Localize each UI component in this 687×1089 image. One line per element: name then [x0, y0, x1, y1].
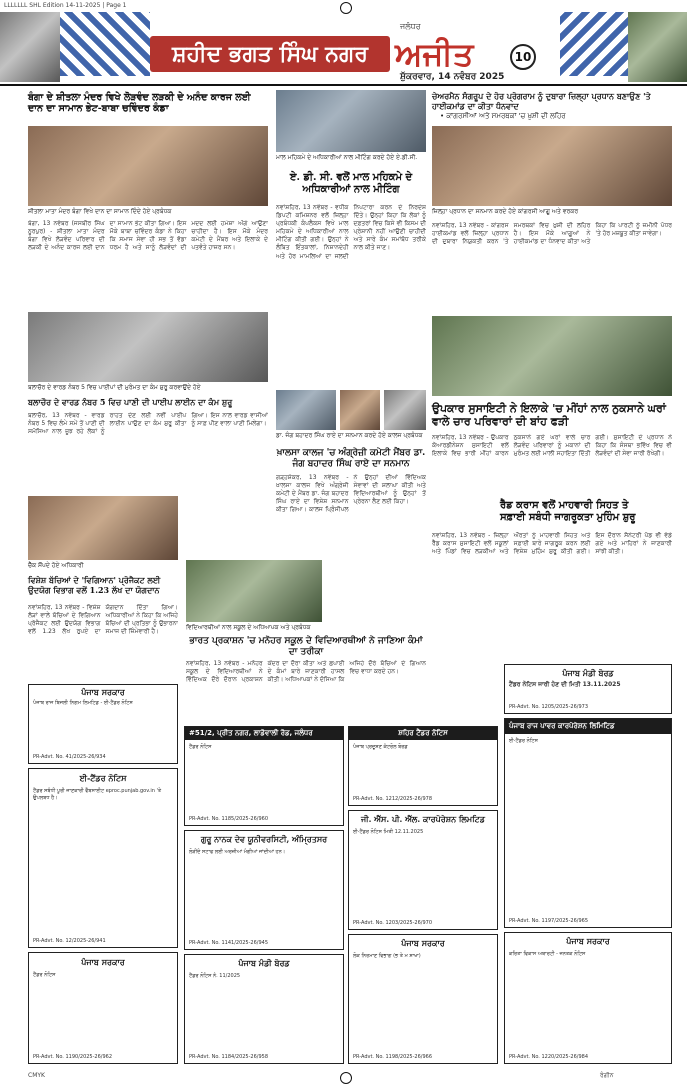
story-5-photo-1: [276, 390, 336, 430]
ad-1-title: ਪੰਜਾਬ ਸਰਕਾਰ: [81, 687, 125, 697]
ad-6-title: ਜੀ. ਐੱਸ. ਪੀ. ਐੱਲ. ਕਾਰਪੋਰੇਸ਼ਨ ਲਿਮਟਿਡ: [360, 814, 486, 824]
story-5-photo-3: [384, 390, 426, 430]
ad-2-footer: PR-Advt. No. 12/2025-26/941: [33, 938, 106, 945]
masthead-divider: [0, 84, 687, 86]
story-4-body: ਬਲਾਚੌਰ, 13 ਨਵੰਬਰ - ਵਾਰਡ ਨੰਬਰ 5 ਵਿਚ ਲੰਮੇ ਸਮੇਂ ਤੋਂ ਪਾਣੀ ਦੀ ਸਮੱਸਿਆ ਨਾਲ ਜੂਝ ਰਹੇ ਲੋਕਾਂ ਨੂੰ ਰਾਹਤ ਦੇਣ ਲਈ ਨਵੀਂ ਪਾਈਪ ਲਾਈਨ ਪਾਉਣ ਦਾ ਕੰਮ ਸ਼ੁਰੂ ਕੀਤਾ ਗਿਆ। ਇਸ ਨਾਲ ਵਾਰਡ ਵਾਸੀਆਂ ਨੂੰ ਸਾਫ਼ ਪੀਣ ਵਾਲਾ ਪਾਣੀ ਮਿਲੇਗਾ।: [28, 412, 268, 436]
ad-10-title: ਪੰਜਾਬ ਰਾਜ ਪਾਵਰ ਕਾਰਪੋਰੇਸ਼ਨ ਲਿਮਿਟਿਡ: [505, 719, 671, 734]
ad-8-footer: PR-Advt. No. 1184/2025-26/958: [189, 1054, 269, 1061]
ad-1-footer: PR-Advt. No. 41/2025-26/934: [33, 754, 106, 761]
story-8-caption: ਚੈੱਕ ਸੌਂਪਦੇ ਹੋਏ ਅਧਿਕਾਰੀ: [28, 562, 84, 569]
ad-8-line: ਟੈਂਡਰ ਨੋਟਿਸ ਨੰ. 11/2025: [189, 973, 241, 979]
ad-block-7: [348, 934, 498, 1064]
ad-8-title: ਪੰਜਾਬ ਮੰਡੀ ਬੋਰਡ: [238, 958, 290, 968]
ad-5-line: ਪੰਜਾਬ ਪ੍ਰਦੂਸ਼ਣ ਕੰਟਰੋਲ ਬੋਰਡ: [353, 744, 408, 750]
ad-block-6: [348, 810, 498, 930]
story-2-body: ਨਵਾਂਸ਼ਹਿਰ, 13 ਨਵੰਬਰ - ਵਧੀਕ ਡਿਪਟੀ ਕਮਿਸ਼ਨਰ ਵਲੋਂ ਜ਼ਿਲ੍ਹਾ ਪ੍ਰਬੰਧਕੀ ਕੰਪਲੈਕਸ ਵਿਖੇ ਮਾਲ ਮਹਿਕਮੇ ਦੇ ਅਧਿਕਾਰੀਆਂ ਨਾਲ ਮੀਟਿੰਗ ਕੀਤੀ ਗਈ। ਉਨ੍ਹਾਂ ਨੇ ਲੰਬਿਤ ਇੰਤਕਾਲਾਂ, ਨਿਸ਼ਾਨਦੇਹੀ ਅਤੇ ਹੋਰ ਮਾਮਲਿਆਂ ਦਾ ਜਲਦੀ ਨਿਪਟਾਰਾ ਕਰਨ ਦੇ ਨਿਰਦੇਸ਼ ਦਿੱਤੇ। ਉਨ੍ਹਾਂ ਕਿਹਾ ਕਿ ਲੋਕਾਂ ਨੂੰ ਦਫ਼ਤਰਾਂ ਵਿਚ ਕਿਸੇ ਵੀ ਕਿਸਮ ਦੀ ਪ੍ਰੇਸ਼ਾਨੀ ਨਹੀਂ ਆਉਣੀ ਚਾਹੀਦੀ ਅਤੇ ਸਾਰੇ ਕੰਮ ਸਮਾਂਬੱਧ ਤਰੀਕੇ ਨਾਲ ਕੀਤੇ ਜਾਣ।: [276, 204, 426, 260]
ad-block-2: [28, 768, 178, 948]
ad-7-footer: PR-Advt. No. 1198/2025-26/966: [353, 1054, 433, 1061]
story-2-photo: [276, 90, 426, 152]
story-3-caption: ਜ਼ਿਲ੍ਹਾ ਪ੍ਰਧਾਨ ਦਾ ਸਨਮਾਨ ਕਰਦੇ ਹੋਏ ਕਾਂਗਰਸੀ ਆਗੂ ਅਤੇ ਵਰਕਰ: [432, 208, 579, 215]
ad-11-title: ਪੰਜਾਬ ਸਰਕਾਰ: [81, 957, 125, 967]
story-9-headline: ਭਾਰਤ ਪ੍ਰਕਾਸ਼ਨ 'ਚ ਮਨੋਹਰ ਸਕੂਲ ਦੇ ਵਿਦਿਆਰਥੀਆਂ ਨੇ ਜਾਣਿਆ ਕੰਮਾਂ ਦਾ ਤਰੀਕਾ: [189, 636, 423, 657]
masthead-pattern-left: [60, 12, 150, 76]
ad-block-8: [184, 954, 344, 1064]
ad-block-4: [184, 830, 344, 950]
story-4-headline: ਬਲਾਚੌਰ ਦੇ ਵਾਰਡ ਨੰਬਰ 5 ਵਿਚ ਪਾਣੀ ਦੀ ਪਾਈਪ ਲਾਈਨ ਦਾ ਕੰਮ ਸ਼ੁਰੂ: [28, 397, 233, 407]
ad-1-line: ਪੰਜਾਬ ਰਾਜ ਬਿਜਲੀ ਨਿਗਮ ਲਿਮਟਿਡ - ਈ-ਟੈਂਡਰ ਨੋਟਿਸ: [33, 700, 133, 706]
ad-block-3: [184, 726, 344, 826]
story-4-photo: [28, 312, 268, 382]
ad-6-footer: PR-Advt. No. 1203/2025-26/970: [353, 920, 433, 927]
ad-9-footer: PR-Advt. No. 1205/2025-26/973: [509, 704, 589, 711]
story-3-headline: ਚੇਅਰਮੈਨ ਸੰਗਰੂਪ ਦੇ ਹੋਰ ਪ੍ਰੋਗਰਾਮ ਨੂੰ ਦੁਬਾਰਾ ਜ਼ਿਲ੍ਹਾ ਪ੍ਰਧਾਨ ਬਣਾਉਣ 'ਤੇ ਹਾਈਕਮਾਂਡ ਦਾ ਕੀਤਾ ਧੰਨਵਾਦ: [432, 91, 651, 111]
story-1-caption: ਸ਼ੀਤਲਾ ਮਾਤਾ ਮੰਦਰ ਬੰਗਾ ਵਿਖੇ ਦਾਨ ਦਾ ਸਾਮਾਨ ਦਿੰਦੇ ਹੋਏ ਪ੍ਰਬੰਧਕ: [28, 208, 172, 215]
story-3-body: ਨਵਾਂਸ਼ਹਿਰ, 13 ਨਵੰਬਰ - ਕਾਂਗਰਸ ਹਾਈਕਮਾਂਡ ਵਲੋਂ ਜ਼ਿਲ੍ਹਾ ਪ੍ਰਧਾਨ ਦੀ ਦੁਬਾਰਾ ਨਿਯੁਕਤੀ ਕਰਨ 'ਤੇ ਸਮਰਥਕਾਂ ਵਿਚ ਖ਼ੁਸ਼ੀ ਦੀ ਲਹਿਰ ਹੈ। ਇਸ ਮੌਕੇ ਆਗੂਆਂ ਨੇ ਹਾਈਕਮਾਂਡ ਦਾ ਧੰਨਵਾਦ ਕੀਤਾ ਅਤੇ ਕਿਹਾ ਕਿ ਪਾਰਟੀ ਨੂੰ ਜ਼ਮੀਨੀ ਪੱਧਰ 'ਤੇ ਹੋਰ ਮਜ਼ਬੂਤ ਕੀਤਾ ਜਾਵੇਗਾ।: [432, 222, 672, 246]
story-3-subhead: • ਕਾਂਗਰਸੀਆਂ ਅਤੇ ਸਮਰਥਕਾਂ 'ਚ ਖ਼ੁਸ਼ੀ ਦੀ ਲਹਿਰ: [440, 112, 566, 120]
story-5-photo-2: [340, 390, 380, 430]
ad-3-line: ਟੈਂਡਰ ਨੋਟਿਸ: [189, 744, 212, 750]
ad-4-line: ਲੋੜੀਂਦੇ ਸਟਾਫ ਲਈ ਅਰਜ਼ੀਆਂ ਮੰਗੀਆਂ ਜਾਂਦੀਆਂ ਹਨ।: [189, 849, 286, 855]
masthead-photo-left: [0, 12, 60, 82]
print-slug: LLLLLLL SHL Edition 14-11-2025 | Page 1: [4, 2, 127, 9]
footer-right-mark: ਰੰਗੀਨ: [600, 1072, 614, 1079]
story-8-photo: [28, 496, 178, 560]
ad-5-title: ਸ਼ਹਿਰ ਟੈਂਡਰ ਨੋਟਿਸ: [349, 727, 497, 740]
ad-9-title: ਪੰਜਾਬ ਮੰਡੀ ਬੋਰਡ: [562, 668, 614, 678]
story-5-caption: ਡਾ. ਜੰਗ ਬਹਾਦਰ ਸਿੰਘ ਰਾਏ ਦਾ ਸਨਮਾਨ ਕਰਦੇ ਹੋਏ ਕਾਲਜ ਪ੍ਰਬੰਧਕ: [276, 432, 423, 439]
story-2-headline: ਏ. ਡੀ. ਸੀ. ਵਲੋਂ ਮਾਲ ਮਹਿਕਮੇ ਦੇ ਅਧਿਕਾਰੀਆਂ ਨਾਲ ਮੀਟਿੰਗ: [289, 172, 413, 195]
ad-7-title: ਪੰਜਾਬ ਸਰਕਾਰ: [401, 938, 445, 948]
masthead-city: ਜਲੰਧਰ: [400, 22, 421, 31]
ad-4-footer: PR-Advt. No. 1141/2025-26/945: [189, 940, 269, 947]
story-9-body: ਨਵਾਂਸ਼ਹਿਰ, 13 ਨਵੰਬਰ - ਮਨੋਹਰ ਸਕੂਲ ਦੇ ਵਿਦਿਆਰਥੀਆਂ ਨੇ ਵਿੱਦਿਅਕ ਦੌਰੇ ਦੌਰਾਨ ਪ੍ਰਕਾਸ਼ਨ ਕੇਂਦਰ ਦਾ ਦੌਰਾ ਕੀਤਾ ਅਤੇ ਛਪਾਈ ਦੇ ਕੰਮਾਂ ਬਾਰੇ ਜਾਣਕਾਰੀ ਹਾਸਲ ਕੀਤੀ। ਅਧਿਆਪਕਾਂ ਨੇ ਦੱਸਿਆ ਕਿ ਅਜਿਹੇ ਦੌਰੇ ਬੱਚਿਆਂ ਦੇ ਗਿਆਨ ਵਿਚ ਵਾਧਾ ਕਰਦੇ ਹਨ।: [186, 660, 426, 684]
story-9-caption: ਵਿਦਿਆਰਥੀਆਂ ਨਾਲ ਸਕੂਲ ਦੇ ਅਧਿਆਪਕ ਅਤੇ ਪ੍ਰਬੰਧਕ: [186, 624, 311, 631]
ad-block-9: [504, 664, 672, 714]
ad-2-line: ਟੈਂਡਰ ਸਬੰਧੀ ਪੂਰੀ ਜਾਣਕਾਰੀ ਵੈੱਬਸਾਈਟ eproc.punjab.gov.in 'ਤੇ ਉਪਲਬਧ ਹੈ।: [33, 788, 162, 801]
story-4-caption: ਬਲਾਚੌਰ ਦੇ ਵਾਰਡ ਨੰਬਰ 5 ਵਿਚ ਪਾਈਪਾਂ ਦੀ ਮੁਰੰਮਤ ਦਾ ਕੰਮ ਸ਼ੁਰੂ ਕਰਵਾਉਂਦੇ ਹੋਏ: [28, 384, 201, 391]
ad-9-line: ਟੈਂਡਰ ਨੋਟਿਸ ਜਾਰੀ ਹੋਣ ਦੀ ਮਿਤੀ 13.11.2025: [509, 681, 621, 688]
story-3-photo: [432, 126, 672, 206]
story-1-headline: ਬੰਗਾ ਦੇ ਸ਼ੀਤਲਾ ਮੰਦਰ ਵਿਖੇ ਲੋੜਵੰਦ ਲੜਕੀ ਦੇ ਅਨੰਦ ਕਾਰਜ ਲਈ ਦਾਨ ਦਾ ਸਾਮਾਨ ਭੇਟ-ਬਾਬਾ ਚਵਿੰਦਰ ਕੰਡਾ: [28, 92, 251, 115]
story-6-headline: ਉਪਕਾਰ ਸੁਸਾਇਟੀ ਨੇ ਇਲਾਕੇ 'ਚ ਮੀਂਹਾਂ ਨਾਲ ਨੁਕਸਾਨੇ ਘਰਾਂ ਵਾਲੇ ਚਾਰ ਪਰਿਵਾਰਾਂ ਦੀ ਬਾਂਹ ਫੜੀ: [432, 402, 666, 429]
ad-block-1: [28, 684, 178, 764]
ad-block-11: [28, 952, 178, 1064]
registration-mark-bottom-icon: [340, 1072, 352, 1084]
story-2-caption: ਮਾਲ ਮਹਿਕਮੇ ਦੇ ਅਧਿਕਾਰੀਆਂ ਨਾਲ ਮੀਟਿੰਗ ਕਰਦੇ ਹੋਏ ਏ.ਡੀ.ਸੀ.: [276, 154, 418, 161]
masthead-photo-right: [628, 12, 687, 82]
ad-11-line: ਟੈਂਡਰ ਨੋਟਿਸ: [33, 972, 56, 978]
story-7-body: ਨਵਾਂਸ਼ਹਿਰ, 13 ਨਵੰਬਰ - ਜ਼ਿਲ੍ਹਾ ਰੈੱਡ ਕਰਾਸ ਸੁਸਾਇਟੀ ਵਲੋਂ ਸਕੂਲਾਂ ਅਤੇ ਪਿੰਡਾਂ ਵਿਚ ਲੜਕੀਆਂ ਅਤੇ ਔਰਤਾਂ ਨੂੰ ਮਾਹਵਾਰੀ ਸਿਹਤ ਅਤੇ ਸਫ਼ਾਈ ਬਾਰੇ ਜਾਗਰੂਕ ਕਰਨ ਲਈ ਵਿਸ਼ੇਸ਼ ਮੁਹਿੰਮ ਸ਼ੁਰੂ ਕੀਤੀ ਗਈ। ਇਸ ਦੌਰਾਨ ਸੈਨੇਟਰੀ ਪੈਡ ਵੀ ਵੰਡੇ ਗਏ ਅਤੇ ਮਾਹਿਰਾਂ ਨੇ ਜਾਣਕਾਰੀ ਸਾਂਝੀ ਕੀਤੀ।: [432, 532, 672, 556]
ad-11-footer: PR-Advt. No. 1190/2025-26/962: [33, 1054, 113, 1061]
ad-7-line: ਲੋਕ ਨਿਰਮਾਣ ਵਿਭਾਗ (ਭ ਤੇ ਮ ਸ਼ਾਖਾ): [353, 953, 421, 959]
ad-12-title: ਪੰਜਾਬ ਸਰਕਾਰ: [566, 936, 610, 946]
newspaper-logo: ਅਜੀਤ: [395, 35, 474, 73]
ad-5-footer: PR-Advt. No. 1212/2025-26/978: [353, 796, 433, 803]
ad-10-line: ਈ-ਟੈਂਡਰ ਨੋਟਿਸ: [509, 738, 538, 744]
ad-2-title: ਈ-ਟੈਂਡਰ ਨੋਟਿਸ: [79, 773, 127, 783]
issue-date: ਸ਼ੁੱਕਰਵਾਰ, 14 ਨਵੰਬਰ 2025: [400, 72, 505, 82]
ad-4-title: ਗੁਰੂ ਨਾਨਕ ਦੇਵ ਯੂਨੀਵਰਸਿਟੀ, ਅੰਮ੍ਰਿਤਸਰ: [200, 834, 328, 844]
story-5-body: ਗੜ੍ਹਸ਼ੰਕਰ, 13 ਨਵੰਬਰ - ਖ਼ਾਲਸਾ ਕਾਲਜ ਵਿਖੇ ਅੰਗ੍ਰੇਜ਼ੀ ਕਮੇਟੀ ਦੇ ਮੈਂਬਰ ਡਾ. ਜੰਗ ਬਹਾਦਰ ਸਿੰਘ ਰਾਏ ਦਾ ਵਿਸ਼ੇਸ਼ ਸਨਮਾਨ ਕੀਤਾ ਗਿਆ। ਕਾਲਜ ਪ੍ਰਿੰਸੀਪਲ ਨੇ ਉਨ੍ਹਾਂ ਦੀਆਂ ਵਿੱਦਿਅਕ ਸੇਵਾਵਾਂ ਦੀ ਸ਼ਲਾਘਾ ਕੀਤੀ ਅਤੇ ਵਿਦਿਆਰਥੀਆਂ ਨੂੰ ਉਨ੍ਹਾਂ ਤੋਂ ਪ੍ਰੇਰਨਾ ਲੈਣ ਲਈ ਕਿਹਾ।: [276, 474, 426, 514]
ad-3-title: #51/2, ਪ੍ਰੀਤ ਨਗਰ, ਲਾਡੋਵਾਲੀ ਰੋਡ, ਜਲੰਧਰ: [185, 727, 343, 740]
ad-block-10: [504, 718, 672, 928]
story-7-headline: ਰੈੱਡ ਕਰਾਸ ਵਲੋਂ ਮਾਹਵਾਰੀ ਸਿਹਤ ਤੇ ਸਫ਼ਾਈ ਸਬੰਧੀ ਜਾਗਰੂਕਤਾ ਮੁਹਿੰਮ ਸ਼ੁਰੂ: [500, 500, 636, 523]
ad-6-line: ਈ-ਟੈਂਡਰ ਨੋਟਿਸ ਮਿਤੀ 12.11.2025: [353, 829, 424, 835]
registration-mark-icon: [340, 2, 352, 14]
story-8-body: ਨਵਾਂਸ਼ਹਿਰ, 13 ਨਵੰਬਰ - ਵਿਸ਼ੇਸ਼ ਲੋੜਾਂ ਵਾਲੇ ਬੱਚਿਆਂ ਦੇ ਵਿਗਿਆਨ ਪ੍ਰੋਜੈਕਟ ਲਈ ਉਦਯੋਗ ਵਿਭਾਗ ਵਲੋਂ 1.23 ਲੱਖ ਰੁਪਏ ਦਾ ਯੋਗਦਾਨ ਦਿੱਤਾ ਗਿਆ। ਅਧਿਕਾਰੀਆਂ ਨੇ ਕਿਹਾ ਕਿ ਅਜਿਹੇ ਬੱਚਿਆਂ ਦੀ ਪ੍ਰਤਿਭਾ ਨੂੰ ਉਭਾਰਨਾ ਸਮਾਜ ਦੀ ਜ਼ਿੰਮੇਵਾਰੀ ਹੈ।: [28, 604, 178, 636]
ad-3-footer: PR-Advt. No. 1185/2025-26/960: [189, 816, 269, 823]
story-3-photo-2: [432, 316, 672, 396]
story-9-photo: [186, 560, 322, 622]
ad-block-12: [504, 932, 672, 1064]
ad-10-footer: PR-Advt. No. 1197/2025-26/965: [509, 918, 589, 925]
story-1-photo: [28, 126, 268, 206]
story-8-headline: ਵਿਸ਼ੇਸ਼ ਬੱਚਿਆਂ ਦੇ 'ਵਿਗਿਆਨ' ਪ੍ਰੋਜੈਕਟ ਲਈ ਉਦਯੋਗ ਵਿਭਾਗ ਵਲੋਂ 1.23 ਲੱਖ ਦਾ ਯੋਗਦਾਨ: [28, 575, 161, 595]
story-1-body: ਬੰਗਾ, 13 ਨਵੰਬਰ (ਜਸਬੀਰ ਸਿੰਘ ਨੂਰਪੁਰ) - ਸ਼ੀਤਲਾ ਮਾਤਾ ਮੰਦਰ ਬੰਗਾ ਵਿਖੇ ਲੋੜਵੰਦ ਪਰਿਵਾਰ ਦੀ ਲੜਕੀ ਦੇ ਅਨੰਦ ਕਾਰਜ ਲਈ ਦਾਨ ਦਾ ਸਾਮਾਨ ਭੇਟ ਕੀਤਾ ਗਿਆ। ਇਸ ਮੌਕੇ ਬਾਬਾ ਚਵਿੰਦਰ ਕੰਡਾ ਨੇ ਕਿਹਾ ਕਿ ਸਮਾਜ ਸੇਵਾ ਹੀ ਸਭ ਤੋਂ ਵੱਡਾ ਧਰਮ ਹੈ ਅਤੇ ਸਾਨੂੰ ਲੋੜਵੰਦਾਂ ਦੀ ਮਦਦ ਲਈ ਹਮੇਸ਼ਾ ਅੱਗੇ ਆਉਣਾ ਚਾਹੀਦਾ ਹੈ। ਇਸ ਮੌਕੇ ਮੰਦਰ ਕਮੇਟੀ ਦੇ ਮੈਂਬਰ ਅਤੇ ਇਲਾਕੇ ਦੇ ਪਤਵੰਤੇ ਹਾਜ਼ਰ ਸਨ।: [28, 220, 268, 252]
footer-color-mark: CMYK: [28, 1072, 45, 1079]
ad-12-line: ਕਰਿਤਾ ਵਿਕਾਸ ਅਥਾਰਟੀ - ਜਨਤਕ ਨੋਟਿਸ: [509, 951, 586, 957]
page-number: 10: [510, 44, 536, 70]
story-6-body: ਨਵਾਂਸ਼ਹਿਰ, 13 ਨਵੰਬਰ - ਉਪਕਾਰ ਕੋਆਰਡੀਨੇਸ਼ਨ ਸੁਸਾਇਟੀ ਵਲੋਂ ਇਲਾਕੇ ਵਿਚ ਭਾਰੀ ਮੀਂਹਾਂ ਕਾਰਨ ਨੁਕਸਾਨੇ ਗਏ ਘਰਾਂ ਵਾਲੇ ਚਾਰ ਲੋੜਵੰਦ ਪਰਿਵਾਰਾਂ ਨੂੰ ਮਕਾਨਾਂ ਦੀ ਮੁਰੰਮਤ ਲਈ ਮਾਲੀ ਸਹਾਇਤਾ ਦਿੱਤੀ ਗਈ। ਸੁਸਾਇਟੀ ਦੇ ਪ੍ਰਧਾਨ ਨੇ ਕਿਹਾ ਕਿ ਸੰਸਥਾ ਭਵਿੱਖ ਵਿਚ ਵੀ ਲੋੜਵੰਦਾਂ ਦੀ ਸੇਵਾ ਜਾਰੀ ਰੱਖੇਗੀ।: [432, 434, 672, 458]
ad-block-5: [348, 726, 498, 806]
section-title: ਸ਼ਹੀਦ ਭਗਤ ਸਿੰਘ ਨਗਰ: [150, 36, 390, 72]
masthead-pattern-right: [560, 12, 628, 76]
ad-12-footer: PR-Advt. No. 1220/2025-26/984: [509, 1054, 589, 1061]
story-5-headline: ਖ਼ਾਲਸਾ ਕਾਲਜ 'ਚ ਅੰਗ੍ਰੇਜ਼ੀ ਕਮੇਟੀ ਮੈਂਬਰ ਡਾ. ਜੰਗ ਬਹਾਦਰ ਸਿੰਘ ਰਾਏ ਦਾ ਸਨਮਾਨ: [276, 448, 426, 469]
